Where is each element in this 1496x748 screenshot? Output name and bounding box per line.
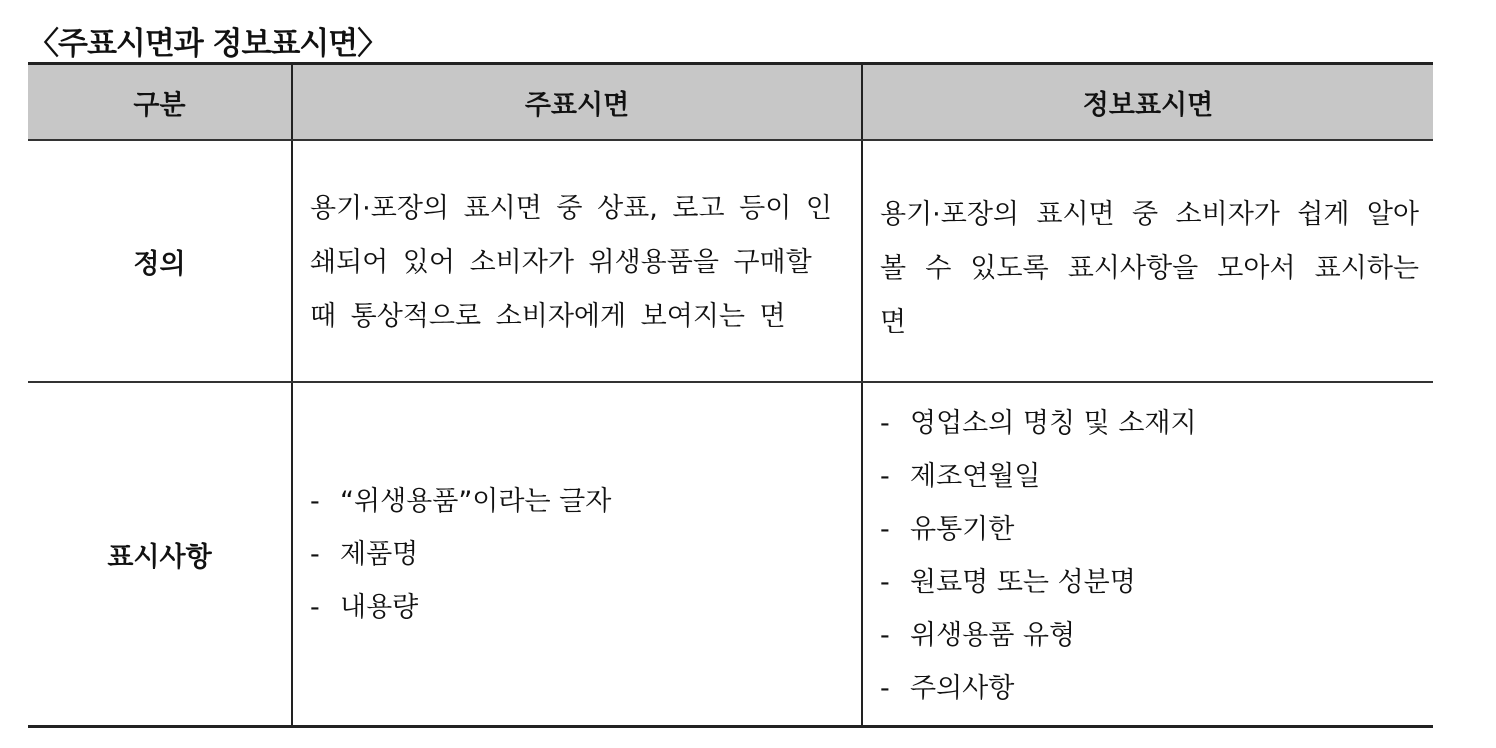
definition-main-text: 용기·포장의 표시면 중 상표, 로고 등이 인쇄되어 있어 소비자가 위생용품을 구매할 때 통상적으로 소비자에게 보여지는 면 [310, 193, 832, 332]
display-item [880, 450, 1419, 503]
display-item-text: 주의사항 [910, 673, 1015, 704]
bullet-dash: - [880, 673, 890, 704]
bullet-dash: - [880, 620, 890, 651]
display-item-text: 제품명 [340, 538, 419, 570]
header-category: 구분 [28, 64, 292, 141]
display-item [880, 397, 1419, 450]
header-info-display: 정보표시면 [862, 64, 1433, 141]
definition-info-text: 용기·포장의 표시면 중 소비자가 쉽게 알아볼 수 있도록 표시사항을 모아서 표시하는 면 [880, 199, 1419, 338]
display-items-main-cell [292, 382, 862, 727]
display-items-info-cell [862, 382, 1433, 727]
display-item-text: 영업소의 명칭 및 소재지 [910, 408, 1197, 439]
display-item [310, 581, 847, 634]
display-item [880, 662, 1419, 715]
display-item-text: 유통기한 [910, 514, 1015, 545]
bullet-dash: - [880, 567, 890, 598]
bullet-dash: - [880, 514, 890, 545]
display-item [880, 556, 1419, 609]
definition-main-cell [292, 140, 862, 382]
header-main-display: 주표시면 [292, 64, 862, 141]
display-item-text: 내용량 [340, 591, 419, 623]
bullet-dash: - [310, 485, 320, 517]
display-items-label: 표시사항 [28, 382, 292, 727]
display-item-text: 원료명 또는 성분명 [910, 567, 1136, 598]
display-item-text: “위생용품”이라는 글자 [340, 485, 612, 517]
bullet-dash: - [310, 538, 320, 570]
display-item-text: 제조연월일 [910, 461, 1041, 492]
definition-label: 정의 [28, 140, 292, 382]
bullet-dash: - [310, 591, 320, 623]
display-item-text: 위생용품 유형 [910, 620, 1076, 651]
header-row [28, 64, 1433, 141]
definition-info-cell [862, 140, 1433, 382]
definition-row [28, 140, 1433, 382]
display-item [310, 528, 847, 581]
info-display-item-list [863, 383, 1433, 725]
bullet-dash: - [880, 408, 890, 439]
display-item [310, 475, 847, 528]
display-item [880, 503, 1419, 556]
bullet-dash: - [880, 461, 890, 492]
comparison-table [28, 62, 1433, 728]
table-caption: 〈주표시면과 정보표시면〉 [28, 26, 388, 62]
main-display-item-list [293, 475, 861, 634]
display-item [880, 609, 1419, 662]
display-items-row [28, 382, 1433, 727]
